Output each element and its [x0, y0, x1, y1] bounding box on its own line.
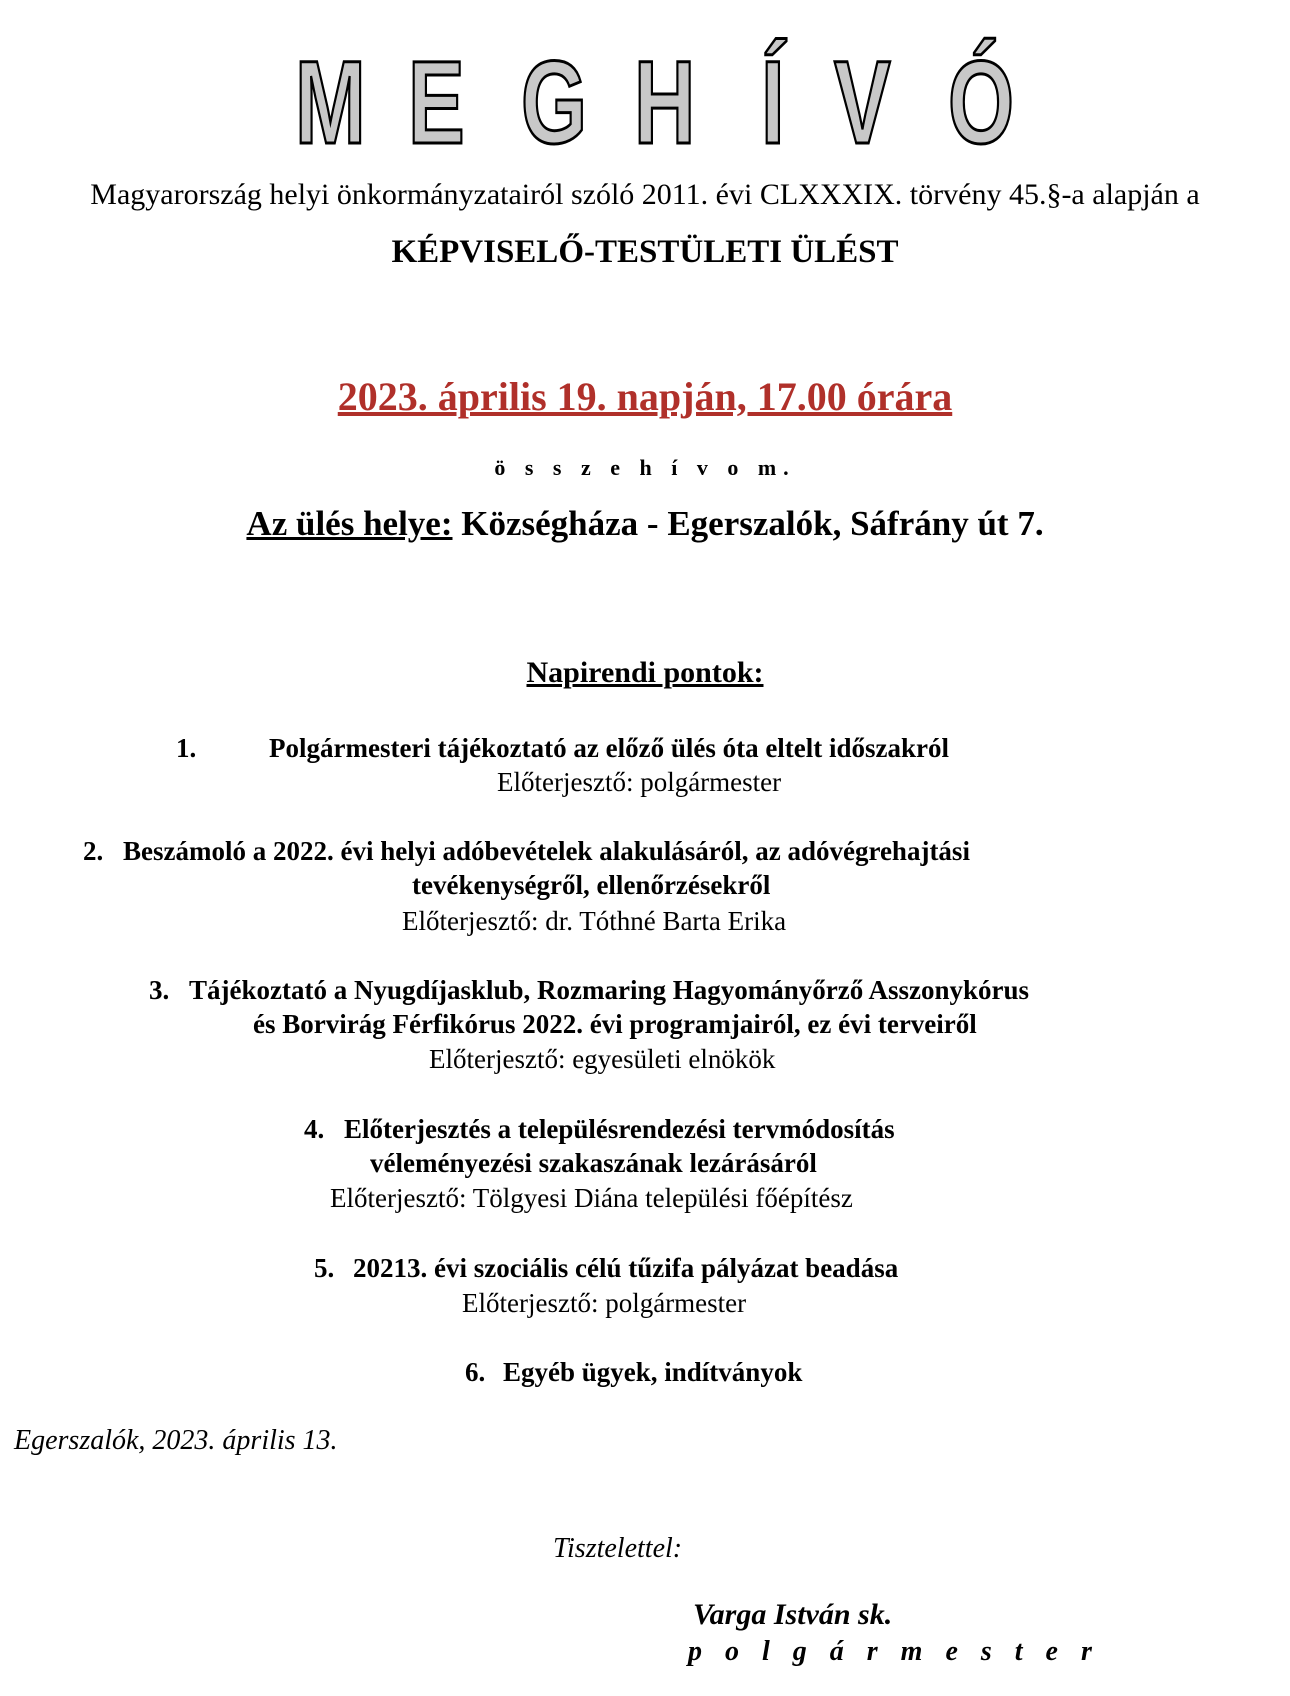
- agenda-title: Napirendi pontok:: [526, 656, 764, 689]
- place-and-date: Egerszalók, 2023. április 13.: [14, 1425, 338, 1456]
- agenda-item-title: Beszámoló a 2022. évi helyi adóbevételek alakulásáról, az adóvégrehajtási: [123, 836, 970, 866]
- agenda-item-presenter: Előterjesztő: egyesületi elnökök: [429, 1044, 776, 1074]
- meeting-venue: [0, 504, 1290, 544]
- agenda-item-presenter: Előterjesztő: Tölgyesi Diána települési főépítész: [330, 1183, 853, 1213]
- title-letter: V: [834, 37, 891, 169]
- agenda-item-title-cont: tevékenységről, ellenőrzésekről: [412, 870, 771, 900]
- document-title: [0, 37, 1290, 169]
- regards-text: Tisztelettel:: [553, 1533, 683, 1564]
- title-letter: G: [521, 37, 588, 169]
- agenda-item-title-cont: véleményezési szakaszának lezárásáról: [370, 1148, 817, 1178]
- convene-text: ö s s z e h í v o m.: [494, 455, 796, 480]
- agenda-item-number: 1.: [176, 733, 197, 763]
- agenda-item-number: 2.: [83, 836, 104, 866]
- agenda-item-number: 4.: [304, 1114, 325, 1144]
- agenda-item-number: 5.: [314, 1253, 335, 1283]
- signer-title: p o l g á r m e s t e r: [688, 1636, 1100, 1667]
- title-letter: Ó: [948, 37, 1015, 169]
- agenda-item-number: 3.: [149, 975, 170, 1005]
- agenda-item-title: Előterjesztés a településrendezési tervmódosítás: [344, 1114, 895, 1144]
- legal-basis-text: Magyarország helyi önkormányzatairól szóló 2011. évi CLXXXIX. törvény 45.§-a alapján a: [90, 178, 1200, 211]
- title-letter: M: [295, 37, 366, 169]
- agenda-item-presenter: Előterjesztő: polgármester: [497, 767, 782, 797]
- agenda-item-presenter: Előterjesztő: polgármester: [462, 1288, 747, 1318]
- title-letter: Í: [761, 37, 785, 169]
- agenda-item-title: 20213. évi szociális célú tűzifa pályázat beadása: [353, 1253, 899, 1283]
- agenda-item-title: Tájékoztató a Nyugdíjasklub, Rozmaring Hagyományőrző Asszonykórus: [189, 975, 1030, 1005]
- agenda-item-presenter: Előterjesztő: dr. Tóthné Barta Erika: [402, 906, 787, 936]
- title-letter: E: [408, 37, 465, 169]
- agenda-item-title: Egyéb ügyek, indítványok: [503, 1357, 803, 1387]
- meeting-date: 2023. április 19. napján, 17.00 órára: [337, 374, 953, 419]
- venue-label: Az ülés helye:: [246, 504, 453, 543]
- title-letter: H: [634, 37, 696, 169]
- venue-value: Községháza - Egerszalók, Sáfrány út 7.: [452, 504, 1044, 543]
- agenda-item-title: Polgármesteri tájékoztató az előző ülés óta eltelt időszakról: [269, 733, 950, 763]
- meeting-subject: KÉPVISELŐ-TESTÜLETI ÜLÉST: [391, 234, 899, 270]
- signer-name: Varga István sk.: [693, 1598, 893, 1631]
- agenda-item-number: 6.: [465, 1357, 486, 1387]
- agenda-item-title-cont: és Borvirág Férfikórus 2022. évi programjairól, ez évi terveiről: [253, 1009, 977, 1039]
